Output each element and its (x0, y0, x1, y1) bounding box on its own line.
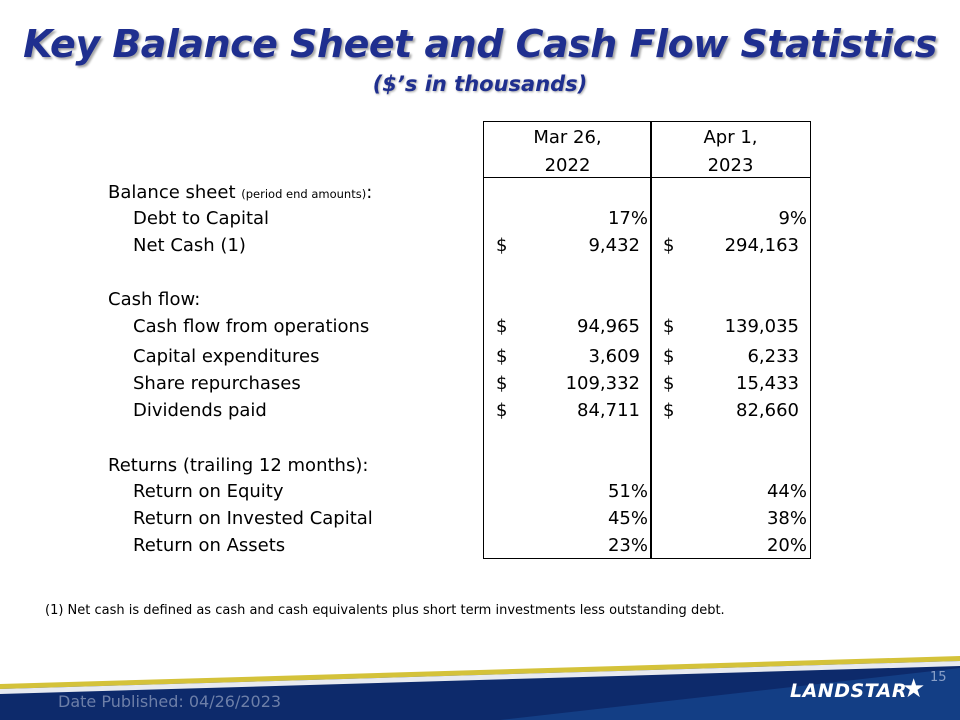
value-roic-2022: 45% (607, 508, 648, 529)
value-roa-2023: 20% (766, 535, 807, 556)
row-label-net-cash: Net Cash (1) (133, 235, 246, 256)
value-capex-2023: 6,233 (747, 346, 799, 367)
value-cfo-2022: 94,965 (577, 316, 640, 337)
value-roa-2022: 23% (607, 535, 648, 556)
value-dividends-2023: 82,660 (736, 400, 799, 421)
header-divider (483, 177, 811, 178)
row-label-return-on-equity: Return on Equity (133, 481, 284, 502)
section-cash-flow: Cash flow: (108, 289, 201, 310)
row-label-cash-flow-operations: Cash flow from operations (133, 316, 370, 337)
column-header-2023-line1: Apr 1, (703, 127, 758, 148)
row-label-dividends-paid: Dividends paid (133, 400, 267, 421)
section-returns: Returns (trailing 12 months): (108, 455, 369, 476)
value-capex-2022: 3,609 (588, 346, 640, 367)
dollar-sign-repurchases-2022: $ (496, 373, 508, 394)
footnote: (1) Net cash is defined as cash and cash equivalents plus short term investments less outstanding debt. (45, 603, 725, 618)
section-balance-heading: Balance sheet (108, 182, 236, 203)
dollar-sign-net-cash-2022: $ (496, 235, 508, 256)
dollar-sign-dividends-2023: $ (663, 400, 675, 421)
landstar-logo: LANDSTAR (790, 680, 907, 702)
value-repurchases-2023: 15,433 (736, 373, 799, 394)
dollar-sign-cfo-2023: $ (663, 316, 675, 337)
section-balance-colon: : (366, 182, 373, 203)
dollar-sign-capex-2023: $ (663, 346, 675, 367)
dollar-sign-cfo-2022: $ (496, 316, 508, 337)
value-net-cash-2022: 9,432 (588, 235, 640, 256)
dollar-sign-capex-2022: $ (496, 346, 508, 367)
value-repurchases-2022: 109,332 (565, 373, 640, 394)
row-label-return-on-invested-capital: Return on Invested Capital (133, 508, 373, 529)
page-number: 15 (930, 670, 947, 685)
date-published: Date Published: 04/26/2023 (58, 692, 282, 711)
dollar-sign-net-cash-2023: $ (663, 235, 675, 256)
value-net-cash-2023: 294,163 (724, 235, 799, 256)
value-cfo-2023: 139,035 (724, 316, 799, 337)
column-header-2023-line2: 2023 (707, 155, 754, 176)
column-header-2022-line2: 2022 (544, 155, 591, 176)
row-label-return-on-assets: Return on Assets (133, 535, 286, 556)
row-label-debt-to-capital: Debt to Capital (133, 208, 270, 229)
star-icon: ★ (902, 674, 926, 704)
value-roe-2022: 51% (607, 481, 648, 502)
dollar-sign-dividends-2022: $ (496, 400, 508, 421)
value-roe-2023: 44% (766, 481, 807, 502)
row-label-capital-expenditures: Capital expenditures (133, 346, 320, 367)
column-header-2022-line1: Mar 26, (533, 127, 602, 148)
slide-title: Key Balance Sheet and Cash Flow Statistics (23, 22, 937, 66)
value-roic-2023: 38% (766, 508, 807, 529)
row-label-share-repurchases: Share repurchases (133, 373, 301, 394)
value-debt-to-capital-2023: 9% (778, 208, 807, 229)
slide-subtitle: ($’s in thousands) (372, 72, 588, 96)
value-dividends-2022: 84,711 (577, 400, 640, 421)
section-balance-note: (period end amounts) (241, 187, 367, 201)
section-balance-sheet (108, 182, 372, 203)
value-debt-to-capital-2022: 17% (607, 208, 648, 229)
dollar-sign-repurchases-2023: $ (663, 373, 675, 394)
